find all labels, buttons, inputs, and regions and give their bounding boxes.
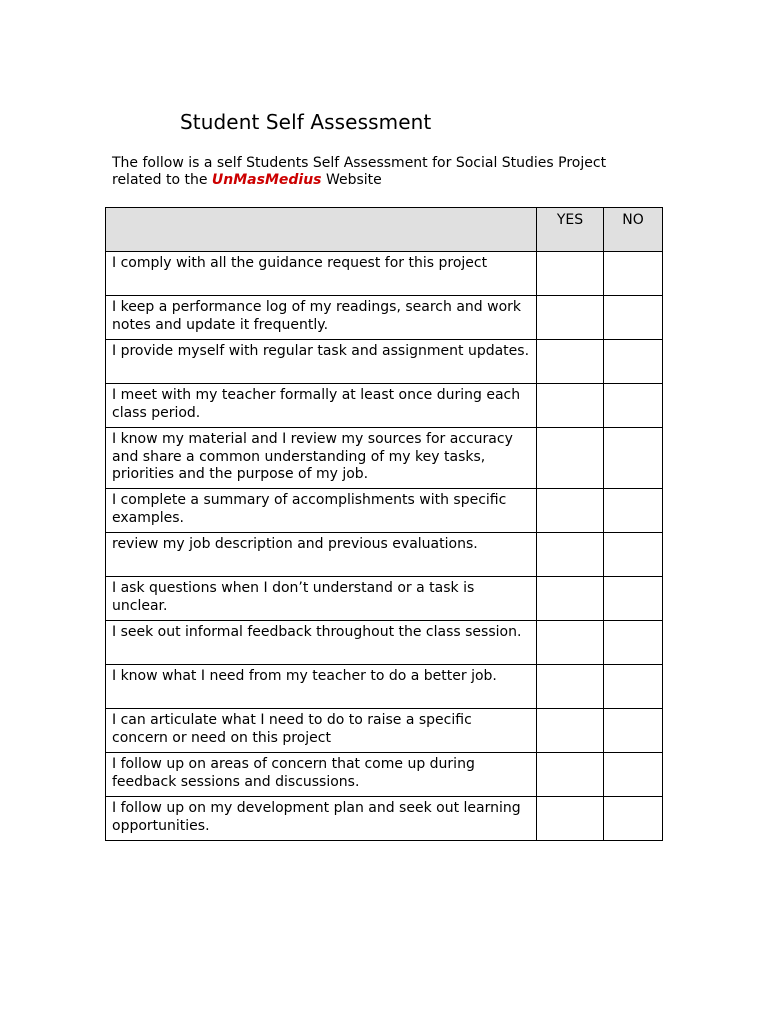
statement-cell: I keep a performance log of my readings, search and work notes and update it frequently. [106,296,537,340]
page-title: Student Self Assessment [180,110,432,134]
table-row [106,340,663,384]
table-row [106,296,663,340]
intro-paragraph [112,155,632,189]
yes-cell[interactable] [537,665,604,709]
statement-cell: I complete a summary of accomplishments with specific examples. [106,489,537,533]
statement-cell: I comply with all the guidance request for this project [106,252,537,296]
yes-cell[interactable] [537,340,604,384]
yes-cell[interactable] [537,709,604,753]
statement-cell: I seek out informal feedback throughout the class session. [106,621,537,665]
yes-cell[interactable] [537,384,604,428]
yes-cell[interactable] [537,489,604,533]
header-yes: YES [537,208,604,252]
no-cell[interactable] [604,252,663,296]
no-cell[interactable] [604,709,663,753]
no-cell[interactable] [604,340,663,384]
statement-cell: I know what I need from my teacher to do a better job. [106,665,537,709]
brand-name: UnMasMedius [211,172,322,188]
table-row [106,252,663,296]
header-no: NO [604,208,663,252]
yes-cell[interactable] [537,621,604,665]
statement-cell: I can articulate what I need to do to raise a specific concern or need on this project [106,709,537,753]
no-cell[interactable] [604,489,663,533]
yes-cell[interactable] [537,797,604,841]
statement-cell: I provide myself with regular task and assignment updates. [106,340,537,384]
table-row [106,489,663,533]
assessment-table [105,207,663,841]
no-cell[interactable] [604,621,663,665]
yes-cell[interactable] [537,753,604,797]
statement-cell: I follow up on areas of concern that come up during feedback sessions and discussions. [106,753,537,797]
no-cell[interactable] [604,296,663,340]
table-row [106,753,663,797]
table-row [106,797,663,841]
statement-cell: review my job description and previous evaluations. [106,533,537,577]
intro-text: The follow is a self Students Self Assessment for Social Studies Project related to the [112,155,607,188]
table-row [106,533,663,577]
statement-cell: I meet with my teacher formally at least once during each class period. [106,384,537,428]
header-statement-cell [106,208,537,252]
yes-cell[interactable] [537,296,604,340]
yes-cell[interactable] [537,577,604,621]
table-row [106,577,663,621]
no-cell[interactable] [604,665,663,709]
table-row [106,665,663,709]
no-cell[interactable] [604,753,663,797]
yes-cell[interactable] [537,252,604,296]
table-row [106,428,663,489]
no-cell[interactable] [604,577,663,621]
statement-cell: I know my material and I review my sources for accuracy and share a common understanding of my key tasks, priorities and the purpose of my job. [106,428,537,489]
table-row [106,621,663,665]
table-row [106,709,663,753]
intro-text-end: Website [321,172,382,188]
table-row [106,384,663,428]
statement-cell: I ask questions when I don’t understand or a task is unclear. [106,577,537,621]
no-cell[interactable] [604,797,663,841]
no-cell[interactable] [604,428,663,489]
yes-cell[interactable] [537,533,604,577]
yes-cell[interactable] [537,428,604,489]
no-cell[interactable] [604,533,663,577]
table-header-row [106,208,663,252]
no-cell[interactable] [604,384,663,428]
statement-cell: I follow up on my development plan and seek out learning opportunities. [106,797,537,841]
